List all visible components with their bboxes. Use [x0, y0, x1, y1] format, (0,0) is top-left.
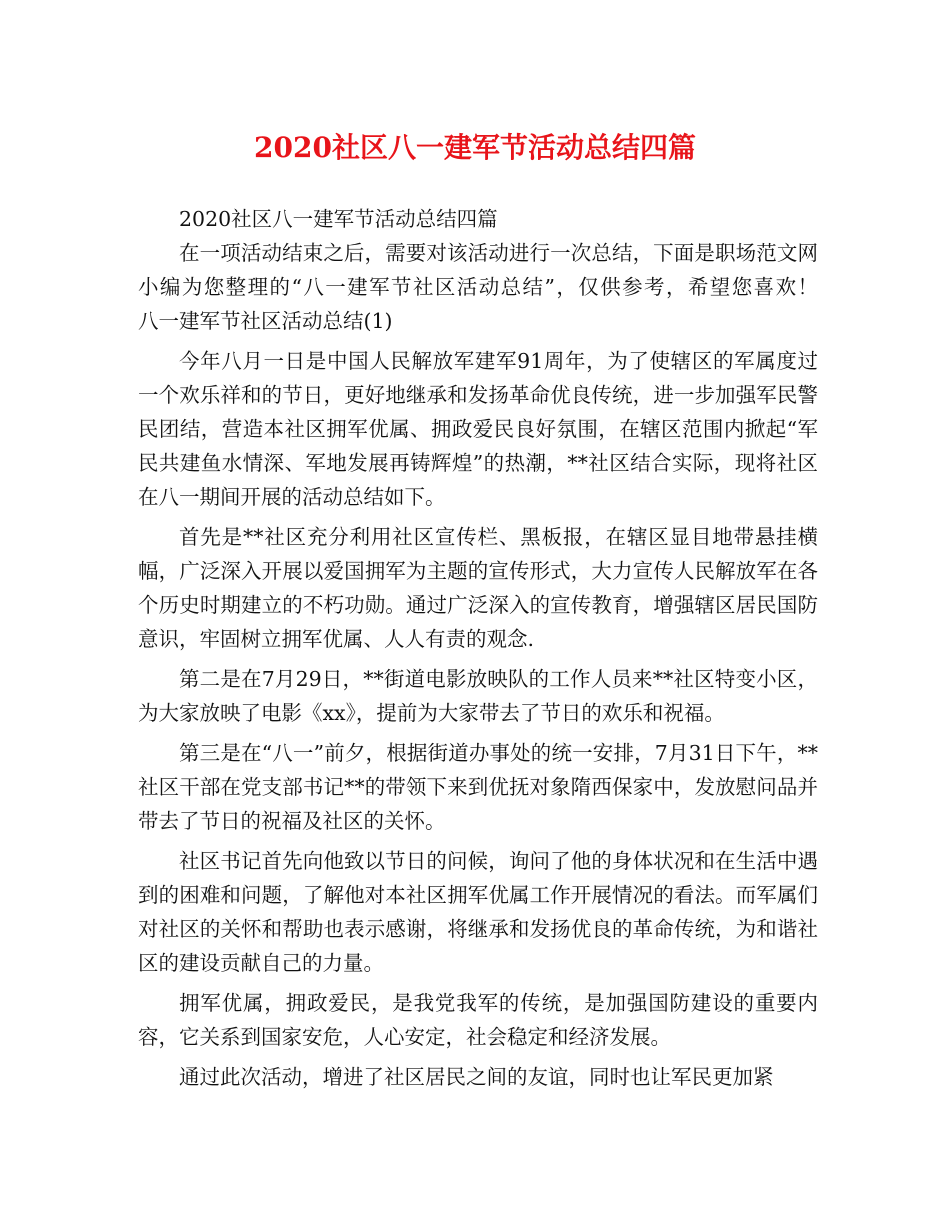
paragraph-conclusion: 通过此次活动，增进了社区居民之间的友谊，同时也让军民更加紧 — [179, 1065, 774, 1089]
paragraph-subtitle: 2020社区八一建军节活动总结四篇 — [179, 207, 498, 231]
document-title: 2020社区八一建军节活动总结四篇 — [254, 131, 696, 164]
document-body — [138, 202, 859, 1094]
paragraph-tradition: 拥军优属，拥政爱民，是我党我军的传统，是加强国防建设的重要内容，它关系到国家安危，人心安定，社会稳定和经济发展。 — [138, 991, 818, 1049]
paragraph-first: 首先是**社区充分利用社区宣传栏、黑板报，在辖区显目地带悬挂横幅，广泛深入开展以爱国拥军为主题的宣传形式，大力宣传人民解放军在各个历史时期建立的不朽功勋。通过广泛深入的宣传教育，增强辖区居民国防意识，牢固树立拥军优属、人人有责的观念. — [138, 525, 818, 651]
paragraph-second: 第二是在7月29日，**街道电影放映队的工作人员来**社区特变小区，为大家放映了电影《xx》，提前为大家带去了节日的欢乐和祝福。 — [138, 667, 818, 725]
paragraph-background: 今年八月一日是中国人民解放军建军91周年，为了使辖区的军属度过一个欢乐祥和的节日，更好地继承和发扬革命优良传统，进一步加强军民警民团结，营造本社区拥军优属、拥政爱民良好氛围，在辖区范围内掀起“军民共建鱼水情深、军地发展再铸辉煌”的热潮，**社区结合实际，现将社区在八一期间开展的活动总结如下。 — [138, 349, 818, 509]
paragraph-third: 第三是在“八一”前夕，根据街道办事处的统一安排，7月31日下午，**社区干部在党支部书记**的带领下来到优抚对象隋西保家中，发放慰问品并带去了节日的祝福及社区的关怀。 — [138, 741, 818, 833]
paragraph-intro: 在一项活动结束之后，需要对该活动进行一次总结，下面是职场范文网小编为您整理的“八一建军节社区活动总结”，仅供参考，希望您喜欢！ 八一建军节社区活动总结(1) — [138, 241, 859, 333]
paragraph-secretary: 社区书记首先向他致以节日的问候，询问了他的身体状况和在生活中遇到的困难和问题，了解他对本社区拥军优属工作开展情况的看法。而军属们对社区的关怀和帮助也表示感谢，将继承和发扬优良的革命传统，为和谐社区的建设贡献自己的力量。 — [138, 849, 818, 975]
